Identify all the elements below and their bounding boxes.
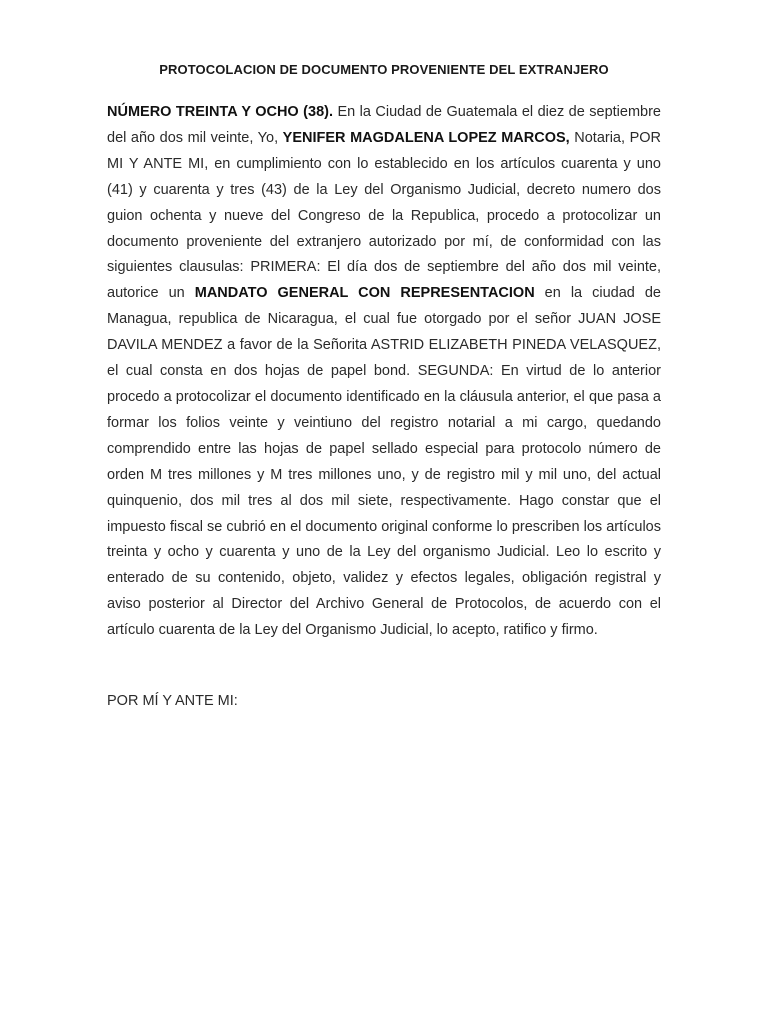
body-text: En la Ciudad de Guatemala el diez de septiembre del año dos mil veinte, Yo, xyxy=(107,104,661,146)
act-number: NÚMERO TREINTA Y OCHO (38). xyxy=(107,104,333,120)
body-text: en la ciudad de Managua, republica de Nicaragua, el cual fue otorgado por el señor JUAN JOSE DAVILA MENDEZ a favor de la Señorita ASTRID ELIZABETH PINEDA VELASQUEZ, el cual consta en dos hojas de papel bond. SEGUNDA: En virtud de lo anterior procedo a protocolizar el documento identificado en la cláusula anterior, el que pasa a formar los folios veinte y veintiuno del registro notarial a mi cargo, quedando comprendido entre las hojas de papel sellado especial para protocolo número de orden M tres millones y M tres millones uno, y de registro mil y mil uno, del actual quinquenio, dos mil tres al dos mil siete, respectivamente. Hago constar que el impuesto fiscal se cubrió en el documento original conforme lo prescriben los artículos treinta y ocho y cuarenta y uno de la Ley del organismo Judicial. Leo lo escrito y enterado de su contenido, objeto, validez y efectos legales, obligación registral y aviso posterior al Director del Archivo General de Protocolos, de acuerdo con el artículo cuarenta de la Ley del Organismo Judicial, lo acepto, ratifico y firmo. xyxy=(107,285,661,639)
notary-name: YENIFER MAGDALENA LOPEZ MARCOS, xyxy=(282,129,570,146)
document-title: PROTOCOLACION DE DOCUMENTO PROVENIENTE DEL EXTRANJERO xyxy=(159,62,609,77)
document-body xyxy=(107,100,661,644)
mandate-type: MANDATO GENERAL CON REPRESENTACION xyxy=(194,285,535,302)
body-text: Notaria, POR MI Y ANTE MI, en cumplimiento con lo establecido en los artículos cuarenta y uno (41) y cuarenta y tres (43) de la Ley del Organismo Judicial, decreto numero dos guion ochenta y nueve del Congreso de la Republica, procedo a protocolizar un documento proveniente del extranjero autorizado por mí, de conformidad con las siguientes clausulas: PRIMERA: El día dos de septiembre del año dos mil veinte, autorice un xyxy=(107,129,662,302)
signature-line: POR MÍ Y ANTE MI: xyxy=(107,693,238,709)
